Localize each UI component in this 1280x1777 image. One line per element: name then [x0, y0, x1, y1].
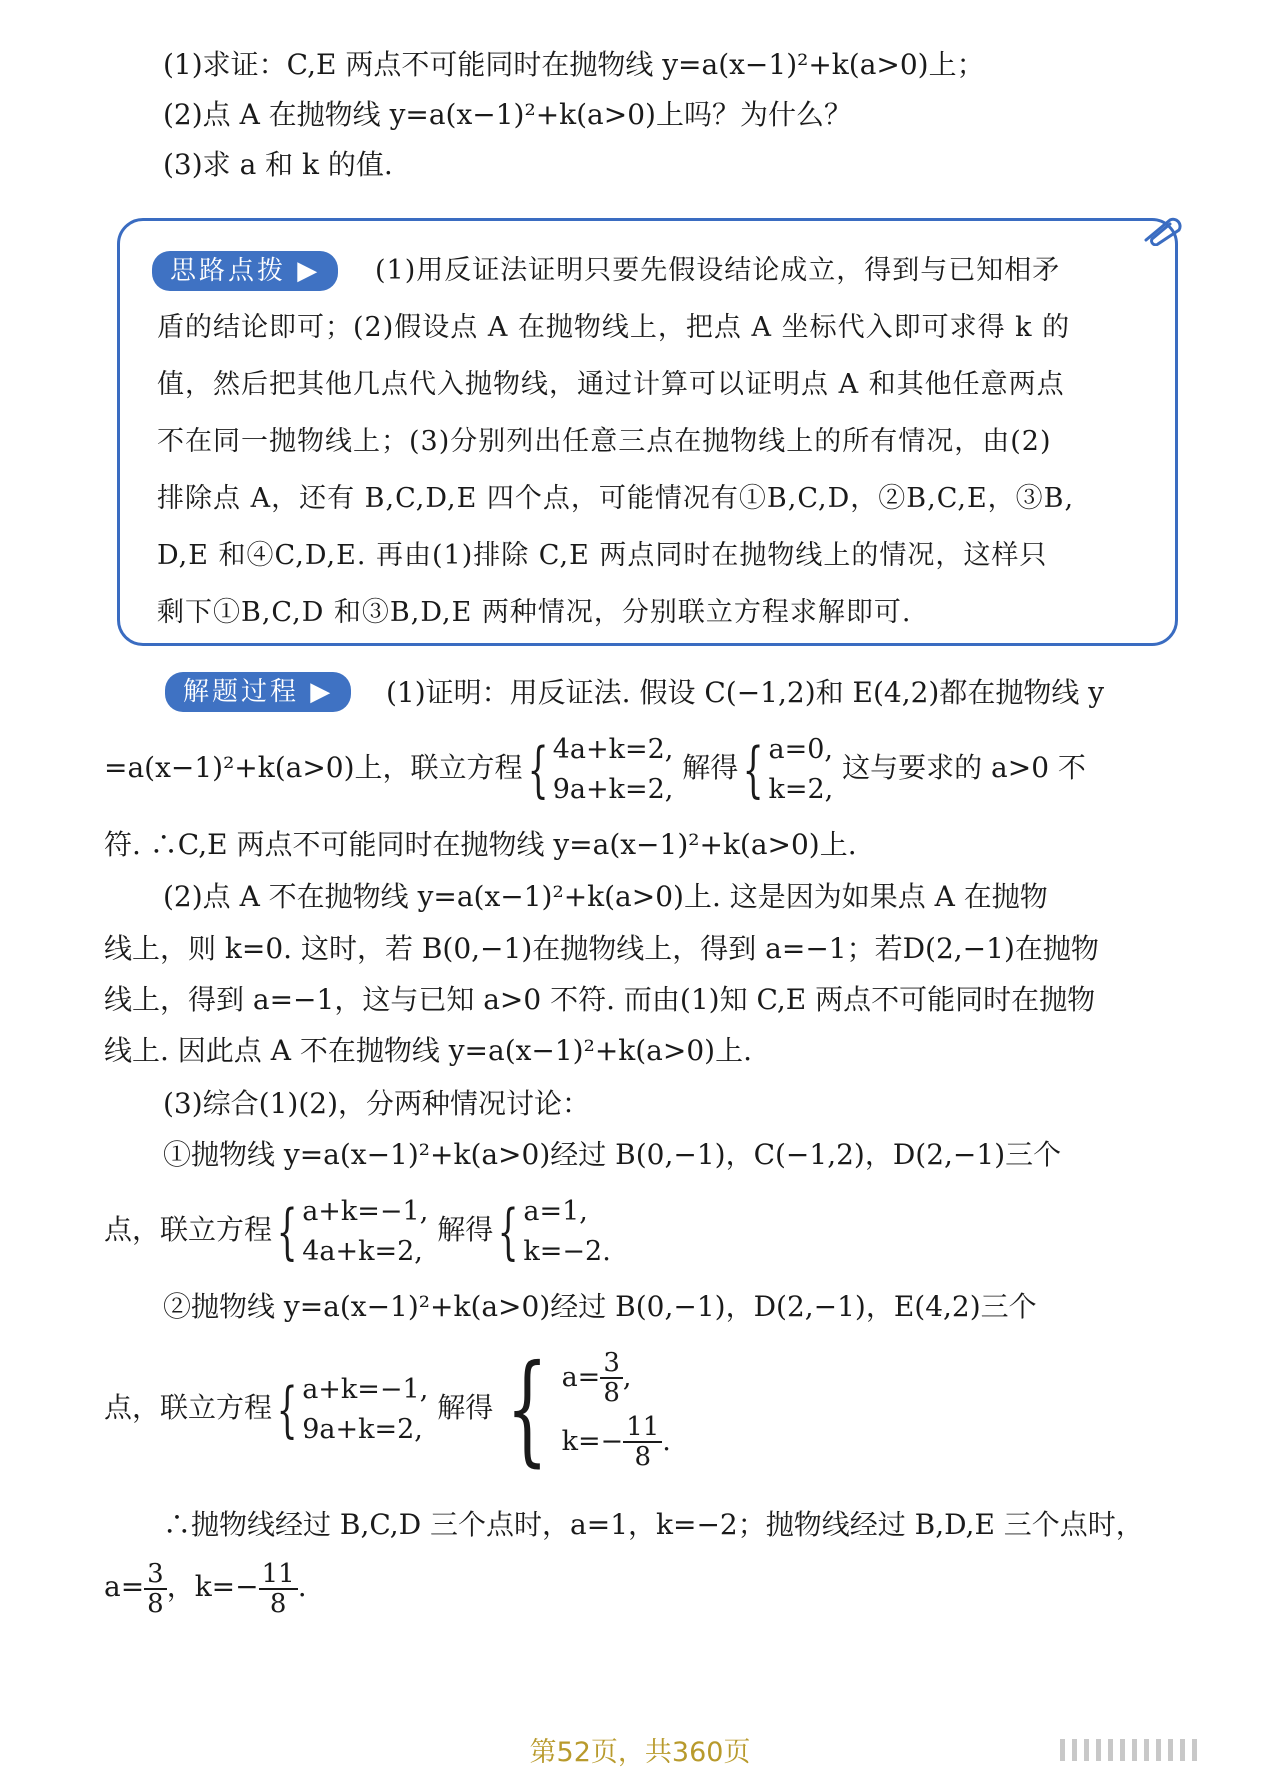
res-2b: k=−2.: [523, 1235, 611, 1267]
eq-2a: a+k=−1,: [302, 1195, 429, 1227]
hint-line-6: D,E 和④C,D,E. 再由(1)排除 C,E 两点同时在抛物线上的情况，这样只: [157, 540, 1048, 571]
res-3a: [562, 1346, 671, 1410]
result-system-1: [769, 730, 834, 810]
brace: {: [497, 1196, 519, 1267]
brace: {: [276, 1374, 298, 1445]
l14-end: .: [297, 1570, 307, 1603]
solution-line-2-end: 这与要求的 a>0 不: [842, 751, 1086, 784]
solution-line-5: 线上，则 k=0. 这时，若 B(0,−1)在抛物线上，得到 a=−1；若D(2,−1)在抛物: [104, 932, 1099, 965]
solution-line-11: ②抛物线 y=a(x−1)²+k(a>0)经过 B(0,−1)，D(2,−1)，E(4,2)三个: [163, 1290, 1037, 1323]
solution-line-2: [104, 728, 1086, 808]
res-1b: k=2,: [768, 773, 834, 805]
result-system-3: [562, 1346, 671, 1474]
denominator: 8: [603, 1378, 620, 1408]
denominator: 8: [634, 1442, 651, 1472]
solution-line-8: (3)综合(1)(2)，分两种情况讨论：: [163, 1087, 590, 1120]
numerator: 3: [144, 1560, 167, 1590]
solution-line-12-text: 点，联立方程: [104, 1391, 273, 1424]
solution-line-14: [104, 1552, 307, 1622]
question-1: (1)求证：C,E 两点不可能同时在抛物线 y=a(x−1)²+k(a>0)上；: [163, 48, 985, 81]
solution-line-2-text: =a(x−1)²+k(a>0)上，联立方程: [104, 751, 523, 784]
solution-line-13: ∴抛物线经过 B,C,D 三个点时，a=1，k=−2；抛物线经过 B,D,E 三个点时，: [163, 1508, 1144, 1541]
solution-line-9: ①抛物线 y=a(x−1)²+k(a>0)经过 B(0,−1)，C(−1,2)，D(2,−1)三个: [163, 1138, 1062, 1171]
equation-system-2: [302, 1192, 428, 1272]
fraction: [259, 1560, 298, 1618]
res-3a-post: ,: [622, 1361, 632, 1393]
numerator: 3: [600, 1349, 623, 1379]
paperclip-icon: [1140, 214, 1184, 246]
denominator: 8: [147, 1588, 164, 1619]
watermark-bars: [1060, 1739, 1250, 1761]
solution-line-10: [104, 1190, 611, 1270]
l14-a: a=: [104, 1570, 145, 1603]
res-3b-pre: k=−: [561, 1425, 624, 1457]
res-1a: a=0,: [768, 733, 833, 765]
solution-line-10-text: 点，联立方程: [104, 1213, 273, 1246]
equation-system-1: [553, 730, 674, 810]
question-3: (3)求 a 和 k 的值.: [163, 148, 393, 181]
hint-line-2: 盾的结论即可；(2)假设点 A 在抛物线上，把点 A 坐标代入即可求得 k 的: [157, 312, 1071, 343]
brace-large: {: [506, 1339, 549, 1479]
solution-badge: 解题过程 ▶: [165, 672, 351, 712]
eq-1b: 9a+k=2,: [552, 773, 674, 805]
solve-label-2: 解得: [437, 1213, 494, 1246]
res-3b: [562, 1410, 671, 1474]
brace: {: [527, 734, 549, 805]
eq-3b: 9a+k=2,: [302, 1413, 423, 1445]
solution-line-4: (2)点 A 不在抛物线 y=a(x−1)²+k(a>0)上. 这是因为如果点 A 在抛物: [163, 880, 1048, 913]
equation-system-3: [302, 1370, 428, 1450]
solution-line-6: 线上，得到 a=−1，这与已知 a>0 不符. 而由(1)知 C,E 两点不可能同时在抛物: [104, 983, 1096, 1016]
page-footer: 第52页，共360页: [529, 1737, 751, 1768]
brace: {: [742, 734, 764, 805]
solution-line-12: [104, 1338, 671, 1478]
eq-3a: a+k=−1,: [302, 1373, 429, 1405]
l14-mid: ，k=−: [166, 1570, 259, 1603]
hint-badge: 思路点拨 ▶: [152, 251, 338, 291]
solution-line-7: 线上. 因此点 A 不在抛物线 y=a(x−1)²+k(a>0)上.: [104, 1034, 752, 1067]
numerator: 11: [259, 1560, 298, 1590]
eq-1a: 4a+k=2,: [552, 733, 674, 765]
res-3b-post: .: [662, 1425, 671, 1457]
res-3a-pre: a=: [561, 1361, 601, 1393]
brace: {: [276, 1196, 298, 1267]
hint-line-1: (1)用反证法证明只要先假设结论成立，得到与已知相矛: [375, 255, 1061, 286]
solution-line-3: 符. ∴C,E 两点不可能同时在抛物线 y=a(x−1)²+k(a>0)上.: [104, 828, 857, 861]
eq-2b: 4a+k=2,: [302, 1235, 423, 1267]
hint-line-3: 值，然后把其他几点代入抛物线，通过计算可以证明点 A 和其他任意两点: [157, 369, 1065, 400]
solution-line-1: (1)证明：用反证法. 假设 C(−1,2)和 E(4,2)都在抛物线 y: [386, 676, 1105, 709]
hint-line-7: 剩下①B,C,D 和③B,D,E 两种情况，分别联立方程求解即可.: [157, 597, 912, 628]
res-2a: a=1,: [523, 1195, 588, 1227]
fraction: [144, 1560, 167, 1618]
hint-line-5: 排除点 A，还有 B,C,D,E 四个点，可能情况有①B,C,D，②B,C,E，③B,: [157, 483, 1075, 514]
solve-label-3: 解得: [437, 1391, 494, 1424]
denominator: 8: [269, 1588, 287, 1619]
fraction: [623, 1413, 662, 1471]
hint-line-4: 不在同一抛物线上；(3)分别列出任意三点在抛物线上的所有情况，由(2): [157, 426, 1052, 457]
numerator: 11: [623, 1413, 662, 1443]
fraction: [600, 1349, 623, 1407]
question-2: (2)点 A 在抛物线 y=a(x−1)²+k(a>0)上吗？为什么？: [163, 98, 852, 131]
solve-label-1: 解得: [682, 751, 739, 784]
result-system-2: [523, 1192, 610, 1272]
